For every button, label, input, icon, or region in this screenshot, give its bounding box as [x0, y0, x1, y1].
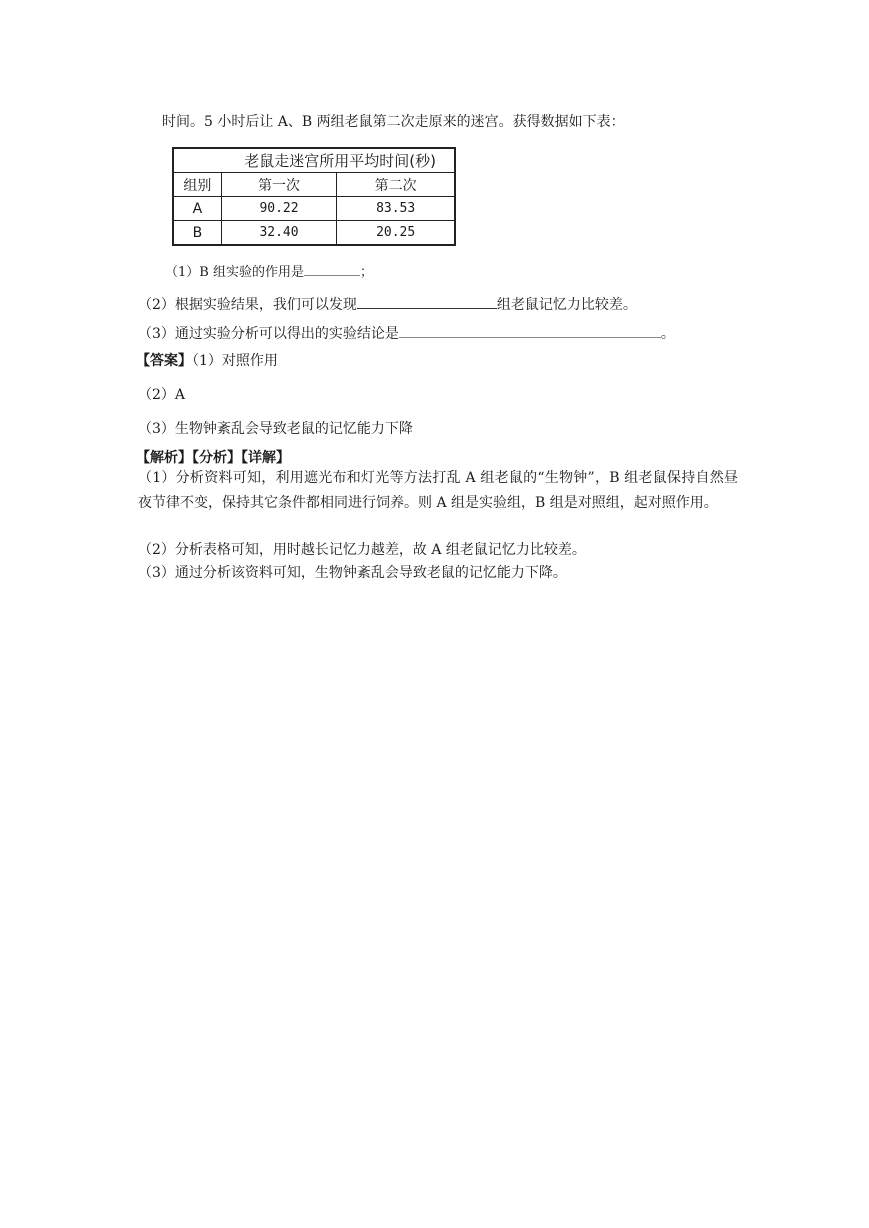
cell-first: 32.40: [221, 221, 337, 246]
table-row: [173, 197, 455, 221]
answer-3: （3）生物钟紊乱会导致老鼠的记忆能力下降: [138, 421, 413, 437]
question-3-prefix: （3）通过实验分析可以得出的实验结论是: [138, 326, 399, 342]
question-1-suffix: ；: [359, 265, 373, 280]
question-2: [138, 294, 637, 315]
question-1: [165, 261, 373, 283]
intro-text: 时间。5 小时后让 A、B 两组老鼠第二次走原来的迷宫。获得数据如下表：: [162, 114, 625, 130]
answer-line-1: [136, 351, 278, 371]
table-title: 老鼠走迷宫所用平均时间(秒): [173, 148, 455, 173]
question-2-suffix: 组老鼠记忆力比较差。: [496, 297, 637, 313]
data-table: [172, 147, 456, 246]
answer-blank-1[interactable]: [304, 261, 360, 276]
question-3: [138, 323, 675, 344]
analysis-paragraph-2: （2）分析表格可知，用时越长记忆力越差，故 A 组老鼠记忆力比较差。: [138, 542, 586, 558]
question-2-prefix: （2）根据实验结果，我们可以发现: [138, 297, 357, 313]
header-first: 第一次: [221, 173, 337, 197]
answer-blank-2[interactable]: [357, 294, 497, 309]
header-second: 第二次: [337, 173, 455, 197]
table-row: [173, 221, 455, 246]
question-1-prefix: （1）B 组实验的作用是: [165, 265, 304, 280]
cell-first: 90.22: [221, 197, 337, 221]
answer-blank-3[interactable]: [399, 323, 661, 338]
analysis-paragraph-1: （1）分析资料可知，利用遮光布和灯光等方法打乱 A 组老鼠的“生物钟”，B 组老鼠保持自然昼夜节律不变，保持其它条件都相同进行饲养。则 A 组是实验组，B 组是对照组，起对照作用。: [138, 470, 738, 511]
header-group: 组别: [173, 173, 221, 197]
answer-2: （2）A: [138, 387, 186, 403]
answer-label: 【答案】: [136, 353, 192, 369]
cell-second: 83.53: [337, 197, 455, 221]
question-3-suffix: 。: [660, 326, 675, 342]
table-title-row: [173, 148, 455, 173]
table-header-row: [173, 173, 455, 197]
cell-second: 20.25: [337, 221, 455, 246]
cell-group: B: [173, 221, 221, 246]
cell-group: A: [173, 197, 221, 221]
analysis-paragraph-3: （3）通过分析该资料可知，生物钟紊乱会导致老鼠的记忆能力下降。: [138, 565, 567, 581]
answer-1: （1）对照作用: [192, 353, 278, 369]
analysis-label: 【解析】【分析】【详解】: [136, 450, 290, 466]
